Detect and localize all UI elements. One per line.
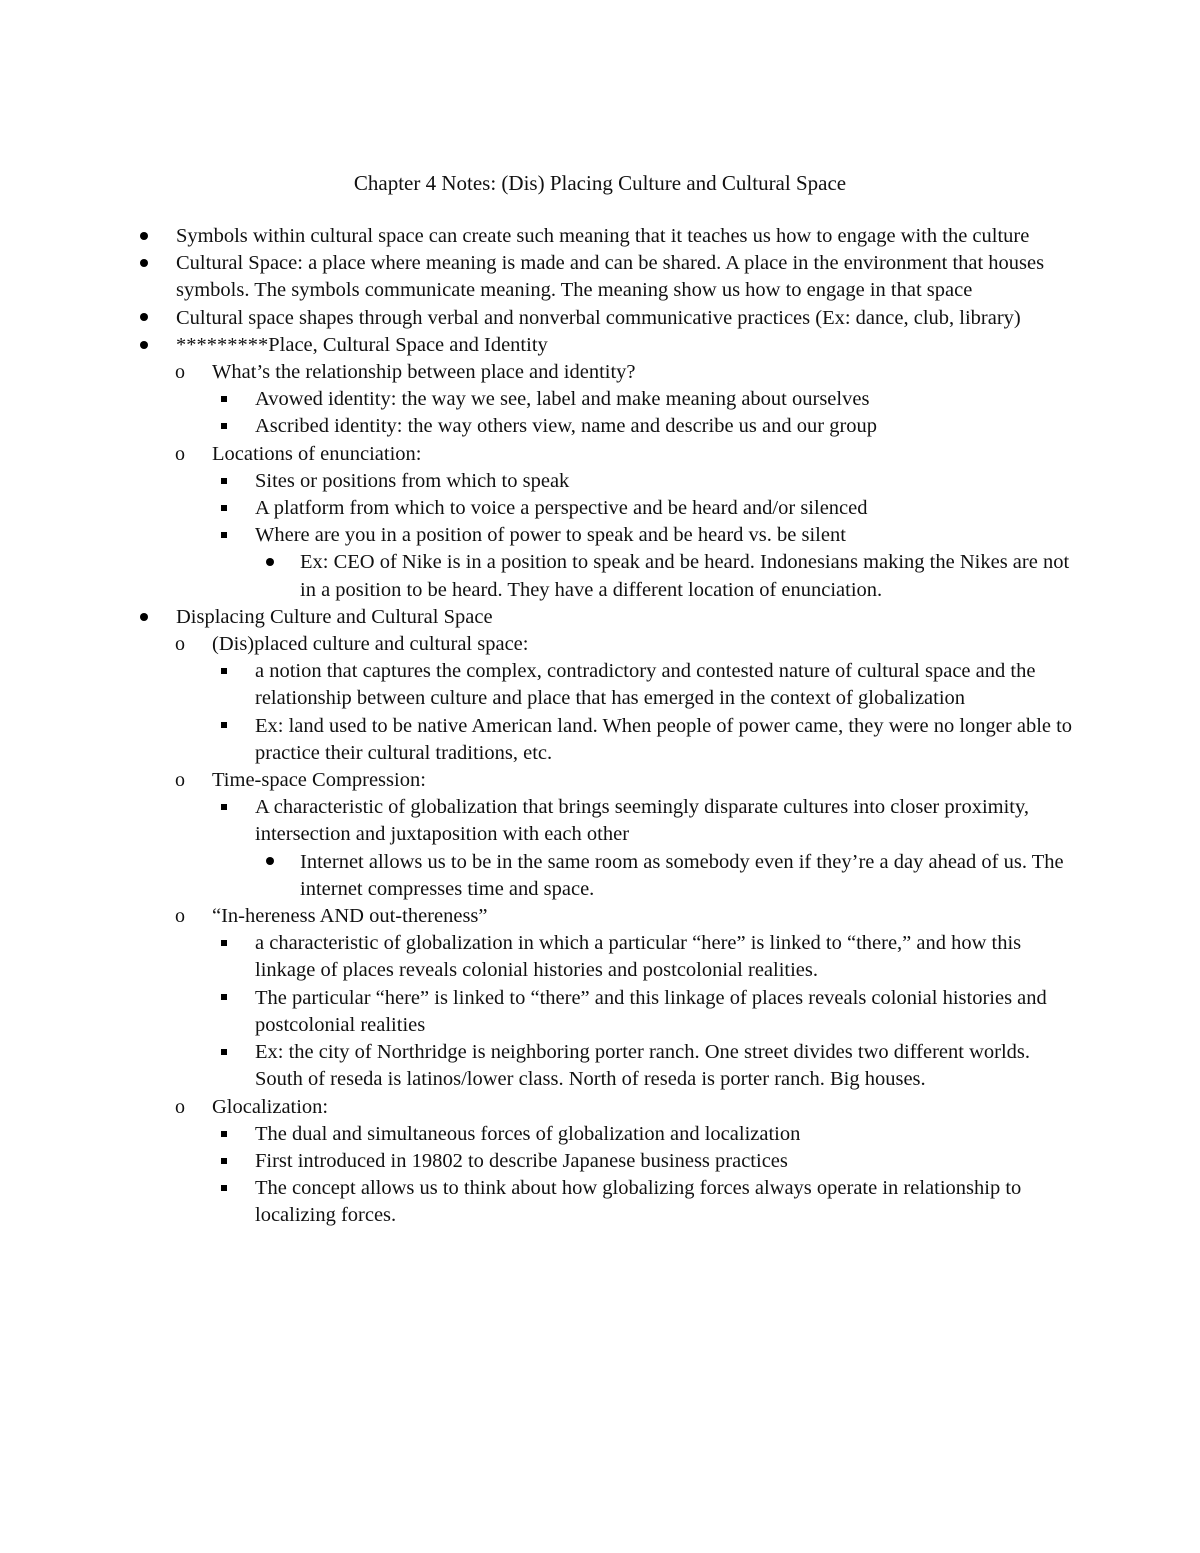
- bullet-square-icon: [221, 1039, 227, 1066]
- list-item: [255, 658, 1080, 712]
- list-item-text: *********Place, Cultural Space and Identity: [176, 333, 548, 356]
- list-item: [255, 1039, 1080, 1093]
- list-item-text: a notion that captures the complex, contradictory and contested nature of cultural space and the relationship between culture and place that has emerged in the context of globalization: [255, 660, 1036, 710]
- notes-list: [0, 223, 1080, 1230]
- list-item-text: a characteristic of globalization in which a particular “here” is linked to “there,” and how this linkage of places reveals colonial histories and postcolonial realities.: [255, 932, 1022, 982]
- list-item: [176, 604, 1080, 631]
- bullet-dot-icon: [266, 549, 274, 576]
- list-item: [255, 930, 1080, 984]
- bullet-dot-icon: [140, 604, 148, 631]
- list-item: [255, 495, 1080, 522]
- list-item: [300, 849, 1080, 903]
- list-item: [255, 713, 1080, 767]
- list-item: [175, 441, 1080, 468]
- list-item: [176, 305, 1080, 332]
- bullet-circle-icon: o: [175, 361, 185, 384]
- bullet-dot-icon: [266, 849, 274, 876]
- list-item-text: Ex: land used to be native American land. When people of power came, they were no longer able to practice their cultural traditions, etc.: [255, 714, 1073, 764]
- list-item-text: Ex: CEO of Nike is in a position to speak and be heard. Indonesians making the Nikes are not in a position to be heard. They have a different location of enunciation.: [300, 551, 1070, 601]
- list-item: [255, 413, 1080, 440]
- list-item-text: Sites or positions from which to speak: [255, 469, 570, 492]
- bullet-square-icon: [221, 713, 227, 740]
- list-item-text: Cultural space shapes through verbal and nonverbal communicative practices (Ex: dance, club, library): [176, 306, 1021, 329]
- list-item: [255, 1121, 1080, 1148]
- list-item-text: What’s the relationship between place and identity?: [212, 361, 636, 384]
- list-item-text: Glocalization:: [212, 1095, 329, 1118]
- bullet-square-icon: [221, 468, 227, 495]
- list-item: [255, 1175, 1080, 1229]
- list-item-text: Symbols within cultural space can create such meaning that it teaches us how to engage with the culture: [176, 225, 1030, 247]
- list-item-text: Where are you in a position of power to speak and be heard vs. be silent: [255, 524, 846, 547]
- list-item: [175, 903, 1080, 930]
- list-item: [175, 1094, 1080, 1121]
- list-item: [255, 468, 1080, 495]
- bullet-dot-icon: [140, 332, 148, 359]
- list-item: [175, 359, 1080, 386]
- list-item-text: (Dis)placed culture and cultural space:: [212, 633, 529, 656]
- page-title: Chapter 4 Notes: (Dis) Placing Culture and Cultural Space: [353, 171, 847, 195]
- bullet-square-icon: [221, 1175, 227, 1202]
- bullet-circle-icon: o: [175, 769, 185, 792]
- list-item-text: The particular “here” is linked to “there” and this linkage of places reveals colonial histories and postcolonial realities: [255, 986, 1047, 1036]
- list-item-text: Time-space Compression:: [212, 769, 426, 792]
- bullet-square-icon: [221, 413, 227, 440]
- bullet-square-icon: [221, 658, 227, 685]
- list-item-text: A platform from which to voice a perspective and be heard and/or silenced: [255, 497, 868, 520]
- list-item: [255, 522, 1080, 549]
- list-item: [255, 794, 1080, 848]
- list-item-text: The dual and simultaneous forces of globalization and localization: [255, 1122, 801, 1145]
- list-item: [176, 250, 1080, 304]
- list-item: [175, 631, 1080, 658]
- list-item: [175, 767, 1080, 794]
- bullet-circle-icon: o: [175, 633, 185, 656]
- bullet-dot-icon: [140, 305, 148, 332]
- list-item: [300, 549, 1080, 603]
- list-item: [255, 985, 1080, 1039]
- bullet-square-icon: [221, 386, 227, 413]
- list-item-text: First introduced in 19802 to describe Japanese business practices: [255, 1149, 788, 1172]
- bullet-square-icon: [221, 1121, 227, 1148]
- bullet-square-icon: [221, 794, 227, 821]
- bullet-square-icon: [221, 522, 227, 549]
- bullet-square-icon: [221, 930, 227, 957]
- bullet-circle-icon: o: [175, 442, 185, 465]
- list-item: [176, 332, 1080, 359]
- list-item-text: Displacing Culture and Cultural Space: [176, 605, 493, 628]
- list-item-text: Ex: the city of Northridge is neighboring porter ranch. One street divides two different worlds. South of reseda is latinos/lower class. North of reseda is porter ranch. Big houses.: [255, 1041, 1031, 1091]
- bullet-circle-icon: o: [175, 1095, 185, 1118]
- bullet-circle-icon: o: [175, 905, 185, 928]
- list-item-text: The concept allows us to think about how globalizing forces always operate in relationship to localizing forces.: [255, 1177, 1022, 1227]
- list-item: [176, 223, 1080, 250]
- bullet-square-icon: [221, 1148, 227, 1175]
- bullet-dot-icon: [140, 250, 148, 277]
- list-item: [255, 386, 1080, 413]
- list-item-text: A characteristic of globalization that brings seemingly disparate cultures into closer proximity, intersection and juxtaposition with each other: [255, 796, 1030, 846]
- list-item-text: Avowed identity: the way we see, label and make meaning about ourselves: [255, 388, 870, 411]
- list-item-text: “In-hereness AND out-thereness”: [212, 905, 488, 928]
- list-item-text: Locations of enunciation:: [212, 442, 422, 465]
- bullet-dot-icon: [140, 223, 148, 250]
- list-item-text: Ascribed identity: the way others view, name and describe us and our group: [255, 415, 878, 438]
- bullet-square-icon: [221, 495, 227, 522]
- list-item-text: Cultural Space: a place where meaning is made and can be shared. A place in the environment that houses symbols. The symbols communicate meaning. The meaning show us how to engage in that space: [176, 252, 1045, 302]
- bullet-square-icon: [221, 985, 227, 1012]
- list-item-text: Internet allows us to be in the same room as somebody even if they’re a day ahead of us. The internet compresses time and space.: [300, 850, 1064, 900]
- list-item: [255, 1148, 1080, 1175]
